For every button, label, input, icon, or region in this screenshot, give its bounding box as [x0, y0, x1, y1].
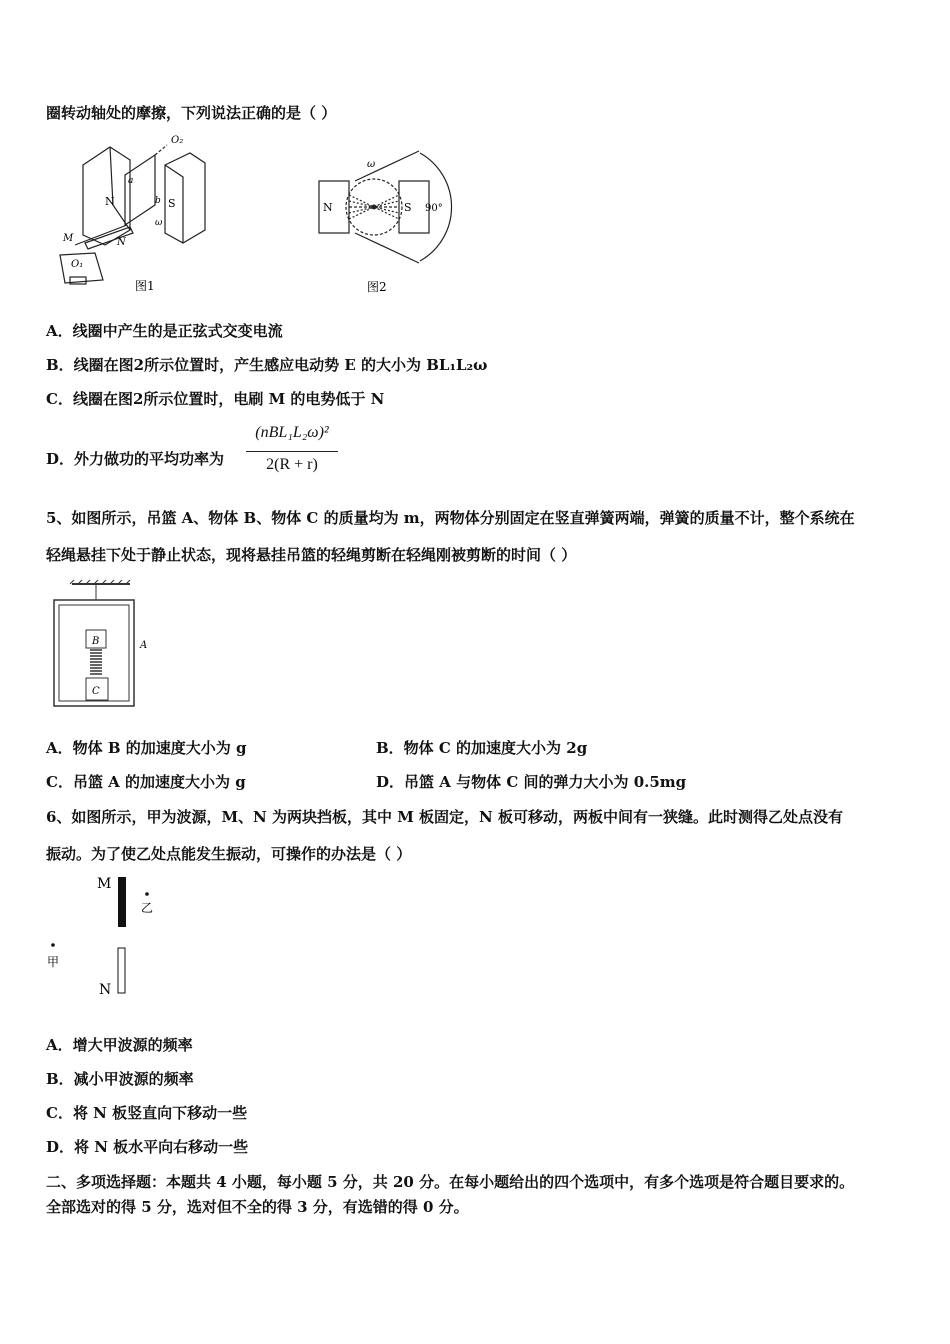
fig1-label-s: S: [168, 197, 176, 210]
q6-stem-line-1: 6、如图所示，甲为波源，M、N 为两块挡板，其中 M 板固定，N 板可移动，两板中间有一狭缝。此时测得乙处点没有: [46, 808, 843, 826]
q6-fig-label-m: M: [97, 876, 112, 892]
q5-option-b[interactable]: B．物体 C 的加速度大小为 2g: [376, 739, 588, 757]
q4-intro: 圈转动轴处的摩擦，下列说法正确的是（ ）: [46, 104, 337, 122]
q4-option-b[interactable]: B．线圈在图2所示位置时，产生感应电动势 E 的大小为 BL₁L₂ω: [46, 356, 488, 374]
fig1-label-o2: O₂: [171, 135, 184, 146]
fig1-label-m: M: [63, 233, 74, 244]
fig1-label-omega: ω: [155, 218, 163, 228]
q6-figure: [45, 872, 175, 1000]
fig1-caption: 图1: [135, 279, 155, 293]
q6-option-b[interactable]: B．减小甲波源的频率: [46, 1070, 194, 1088]
q5-fig-label-a: A: [140, 640, 148, 651]
q6-fig-label-yi: 乙: [141, 901, 154, 915]
fig2-label-s: S: [404, 201, 412, 214]
fig2-label-n: N: [323, 201, 333, 214]
section2-heading-line-2: 全部选对的得 5 分，选对但不全的得 3 分，有选错的得 0 分。: [46, 1198, 469, 1216]
q6-fig-label-jia: 甲: [47, 955, 60, 969]
q6-fig-label-n: N: [99, 982, 112, 998]
q5-fig-label-c: C: [92, 686, 100, 697]
fig2-label-angle: 90°: [425, 203, 443, 214]
fig1-label-a: a: [128, 176, 134, 186]
q5-stem-line-1: 5、如图所示，吊篮 A、物体 B、物体 C 的质量均为 m，两物体分别固定在竖直弹簧两端，弹簧的质量不计，整个系统在: [46, 509, 855, 527]
fig2-label-omega: ω: [367, 159, 376, 170]
q5-stem-line-2: 轻绳悬挂下处于静止状态，现将悬挂吊篮的轻绳剪断在轻绳刚被剪断的时间（ ）: [46, 546, 577, 564]
q6-option-a[interactable]: A．增大甲波源的频率: [46, 1036, 193, 1054]
q6-option-c[interactable]: C．将 N 板竖直向下移动一些: [46, 1104, 248, 1122]
section2-heading-line-1: 二、多项选择题：本题共 4 小题，每小题 5 分，共 20 分。在每小题给出的四个选项中，有多个选项是符合题目要求的。: [46, 1173, 855, 1191]
q4-figure-1: [55, 135, 225, 300]
q5-option-d[interactable]: D．吊篮 A 与物体 C 间的弹力大小为 0.5mg: [376, 773, 687, 791]
q4-option-d-fraction-bar: [246, 451, 338, 452]
q4-option-d-numerator: (nBL₁L₂ω)²: [255, 424, 329, 441]
q5-figure: [50, 580, 155, 710]
fig2-caption: 图2: [367, 280, 387, 294]
q4-option-d-denominator: 2(R + r): [266, 456, 318, 473]
q4-option-a[interactable]: A．线圈中产生的是正弦式交变电流: [46, 322, 283, 340]
fig1-label-b: b: [155, 196, 161, 206]
fig1-label-n2: N: [117, 237, 126, 248]
q4-option-c[interactable]: C．线圈在图2所示位置时，电刷 M 的电势低于 N: [46, 390, 385, 408]
q5-fig-label-b: B: [92, 636, 100, 647]
q4-figure-2: [315, 145, 455, 300]
fig1-label-n: N: [105, 195, 115, 208]
q4-option-d[interactable]: D．外力做功的平均功率为: [46, 450, 225, 468]
q6-option-d[interactable]: D．将 N 板水平向右移动一些: [46, 1138, 249, 1156]
q6-stem-line-2: 振动。为了使乙处点能发生振动，可操作的办法是（ ）: [46, 845, 412, 863]
q5-option-a[interactable]: A．物体 B 的加速度大小为 g: [46, 739, 247, 757]
q5-option-c[interactable]: C．吊篮 A 的加速度大小为 g: [46, 773, 246, 791]
fig1-label-o1: O₁: [71, 259, 84, 270]
